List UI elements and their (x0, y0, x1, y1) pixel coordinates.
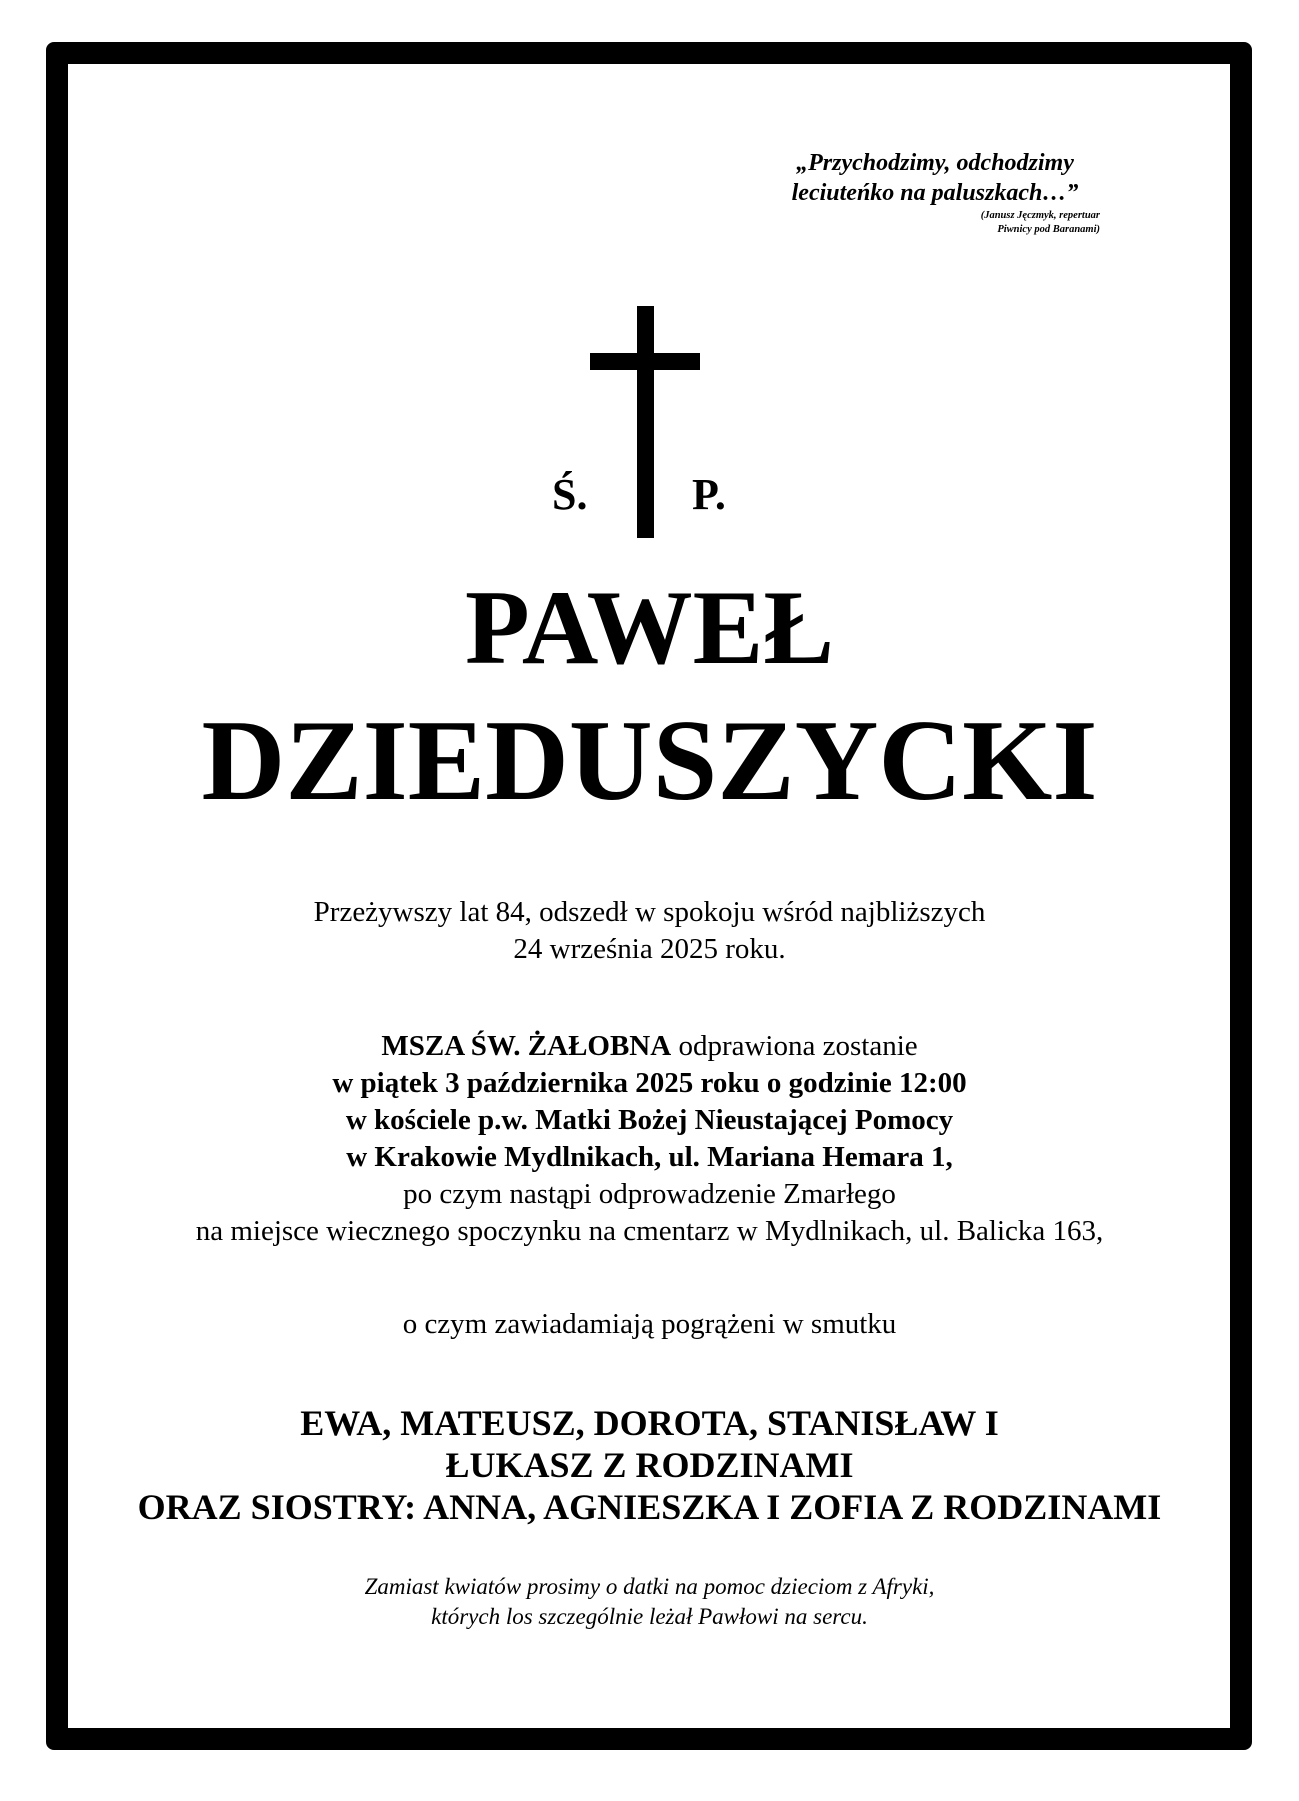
mass-line (0, 1028, 1299, 1065)
epigraph (700, 148, 1170, 236)
funeral-procession-line: po czym nastąpi odprowadzenie Zmarłego (403, 1178, 896, 1210)
funeral-address-line: w Krakowie Mydlnikach, ul. Mariana Hemara 1, (346, 1141, 953, 1173)
epigraph-source-line-1: (Janusz Jęczmyk, repertuar (980, 210, 1100, 221)
epigraph-line-1: „Przychodzimy, odchodzimy (796, 150, 1074, 176)
funeral-details (0, 1028, 1299, 1250)
epigraph-line-2: leciuteńko na paluszkach…” (791, 180, 1079, 206)
mass-rest: odprawiona zostanie (671, 1030, 918, 1062)
funeral-church-line: w kościele p.w. Matki Bożej Nieustającej Pomocy (345, 1104, 954, 1136)
death-notice-line-2: 24 września 2025 roku. (513, 933, 786, 965)
mourners-line-3: ORAZ SIOSTRY: ANNA, AGNIESZKA I ZOFIA Z RODZINAMI (137, 1487, 1162, 1527)
death-notice (0, 894, 1299, 968)
funeral-cemetery-line: na miejsce wiecznego spoczynku na cmentarz w Mydlnikach, ul. Balicka 163, (195, 1215, 1104, 1247)
funeral-date-line: w piątek 3 października 2025 roku o godzinie 12:00 (332, 1067, 967, 1099)
closing-note-line-1: Zamiast kwiatów prosimy o datki na pomoc dzieciom z Afryki, (364, 1574, 935, 1599)
cross-label-right: P. (692, 470, 726, 519)
cross-icon-vertical-bar (637, 306, 654, 538)
mourners-line-2: ŁUKASZ Z RODZINAMI (445, 1445, 854, 1485)
closing-note-line-2: których los szczególnie leżał Pawłowi na sercu. (431, 1604, 868, 1629)
cross-icon-horizontal-bar (590, 353, 700, 370)
mourners (0, 1402, 1299, 1528)
mourners-line-1: EWA, MATEUSZ, DOROTA, STANISŁAW I (300, 1403, 999, 1443)
deceased-first-name: PAWEŁ (464, 569, 835, 686)
notify-line: o czym zawiadamiają pogrążeni w smutku (402, 1308, 897, 1340)
deceased-last-name: DZIEDUSZYCKI (201, 697, 1098, 825)
epigraph-source-line-2: Piwnicy pod Baranami) (997, 224, 1100, 235)
closing-note (0, 1572, 1299, 1632)
mass-label: MSZA ŚW. ŻAŁOBNA (381, 1030, 672, 1062)
death-notice-line-1: Przeżywszy lat 84, odszedł w spokoju wśród najbliższych (313, 896, 986, 928)
cross-label-left: Ś. (552, 470, 588, 519)
